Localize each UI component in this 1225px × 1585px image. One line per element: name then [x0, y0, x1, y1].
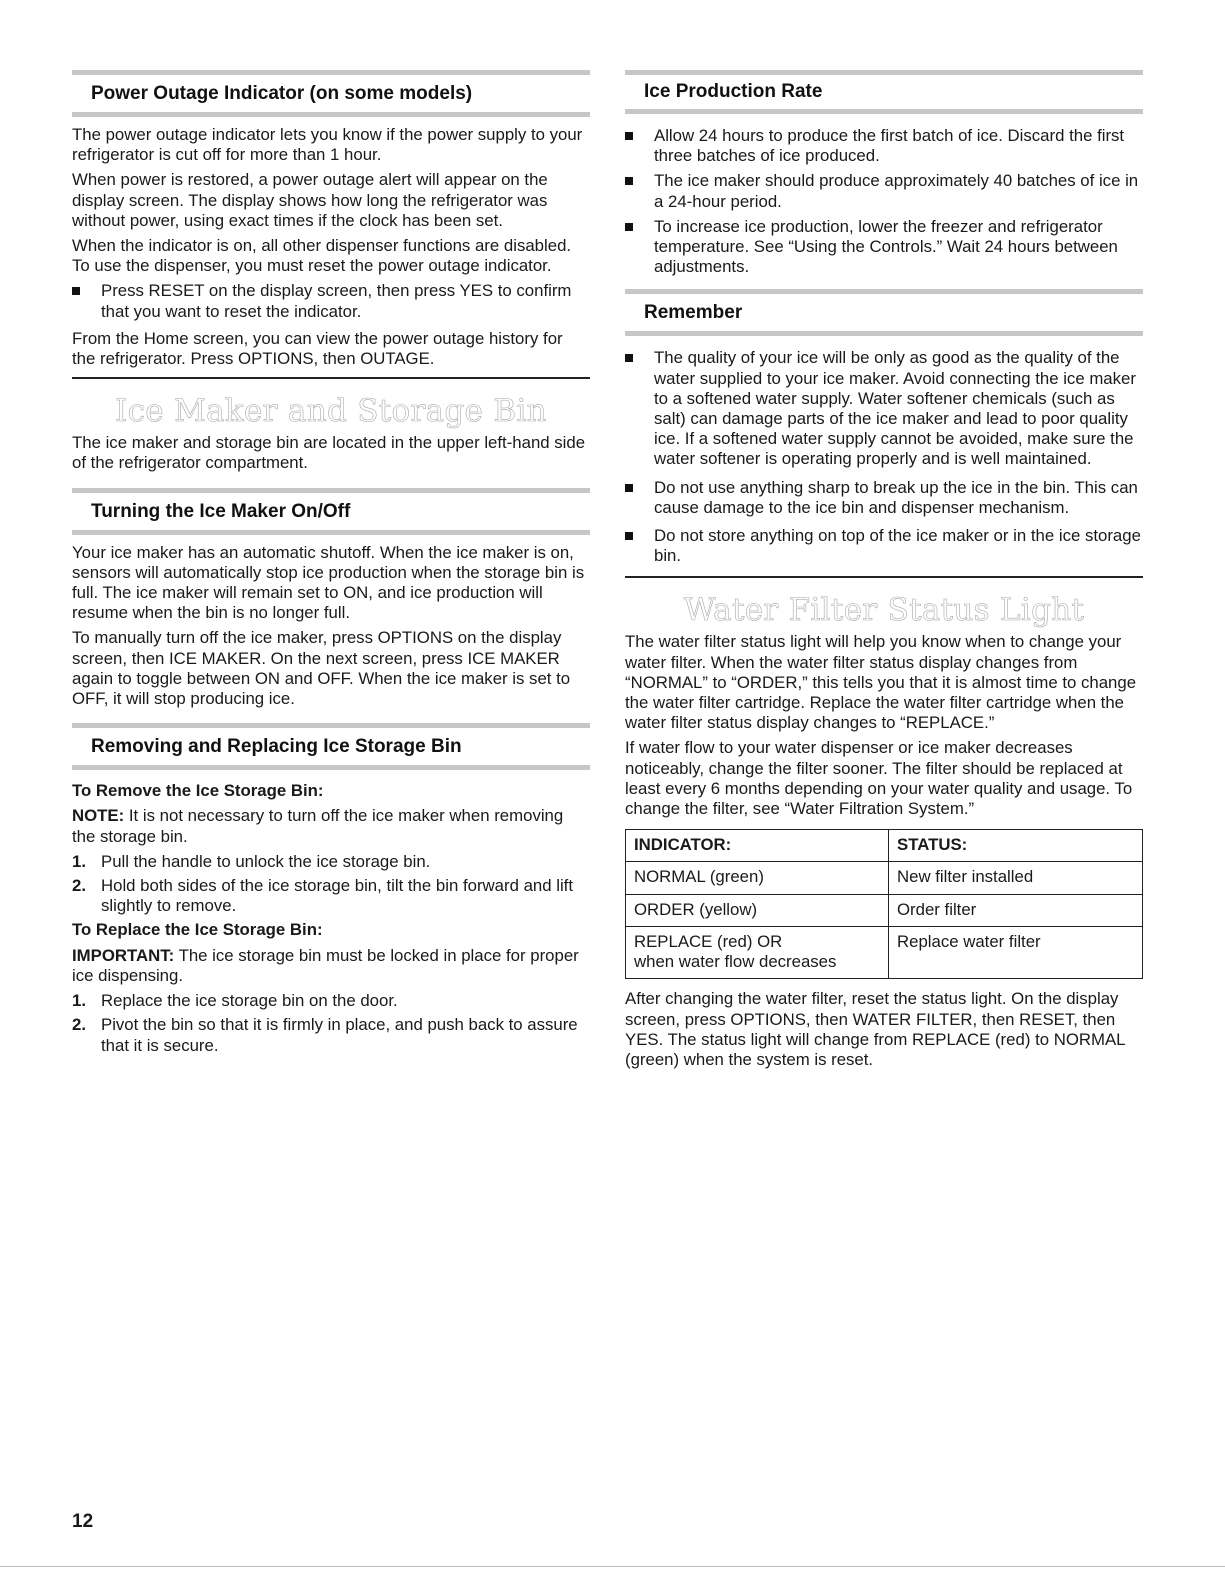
step-number: 2.: [72, 876, 86, 896]
table-row: [626, 894, 1143, 926]
list-item-text: The quality of your ice will be only as good as the quality of the water supplied to your ice maker. Avoid connecting the ice maker to a softened water supply. Water softener chemicals (such as salt) can damage parts of the ice maker and lead to poor quality ice. If a softened water supply cannot be avoided, make sure the water softener is operating properly and is well maintained.: [654, 348, 1136, 469]
list-item-text: Press RESET on the display screen, then press YES to confirm that you want to reset the indicator.: [101, 281, 572, 321]
square-bullet-icon: [625, 177, 633, 185]
step-text: Replace the ice storage bin on the door.: [101, 991, 398, 1011]
page-number: 12: [72, 1511, 94, 1532]
table-row: [626, 862, 1143, 894]
replace-bin-label: To Replace the Ice Storage Bin:: [72, 920, 323, 940]
list-item: [625, 526, 1143, 566]
right-column: [625, 70, 1143, 1075]
indicator-line: REPLACE (red) OR: [634, 931, 783, 951]
remember-list: [625, 348, 1143, 566]
list-item: [625, 217, 1143, 278]
replace-steps: [72, 991, 590, 1056]
important-text: The ice storage bin must be locked in place for proper ice dispensing.: [72, 945, 579, 985]
power-outage-p2: When power is restored, a power outage alert will appear on the display screen. The display shows how long the refrigerator was without power, using exact times if the clock has been set.: [72, 170, 548, 230]
indicator-cell: ORDER (yellow): [626, 894, 889, 926]
step-number: 1.: [72, 851, 86, 871]
important-paragraph: [72, 946, 590, 986]
list-item: [72, 876, 590, 916]
square-bullet-icon: [625, 223, 633, 231]
indicator-cell: [626, 926, 889, 978]
square-bullet-icon: [72, 287, 80, 295]
bottom-divider: [0, 1566, 1225, 1567]
remember-heading: Remember: [625, 289, 1143, 336]
step-text: Pull the handle to unlock the ice storage bin.: [101, 851, 431, 871]
list-item-text: Do not store anything on top of the ice maker or in the ice storage bin.: [654, 526, 1141, 566]
water-filter-p3: After changing the water filter, reset the status light. On the display screen, press OPTIONS, then WATER FILTER, then RESET, then YES. The status light will change from REPLACE (red) to NORMAL (green) when the system is reset.: [625, 989, 1125, 1069]
note-text: It is not necessary to turn off the ice maker when removing the storage bin.: [72, 806, 564, 846]
ice-maker-intro: The ice maker and storage bin are located in the upper left-hand side of the refrigerator compartment.: [72, 433, 586, 473]
status-cell: Replace water filter: [889, 926, 1143, 978]
step-number: 1.: [72, 991, 86, 1011]
ice-rate-heading: Ice Production Rate: [625, 70, 1143, 114]
remove-bin-label: To Remove the Ice Storage Bin:: [72, 781, 324, 801]
status-cell: New filter installed: [889, 862, 1143, 894]
removing-heading: Removing and Replacing Ice Storage Bin: [72, 723, 590, 770]
list-item: [625, 171, 1143, 211]
list-item: [72, 852, 590, 872]
list-item: [625, 348, 1143, 469]
list-item: [72, 281, 590, 321]
water-filter-p2: If water flow to your water dispenser or ice maker decreases noticeably, change the filter sooner. The filter should be replaced at least every 6 months depending on your water quality and usage. To change the filter, see “Water Filtration System.”: [625, 738, 1133, 819]
square-bullet-icon: [625, 532, 633, 540]
ice-maker-section-title: Ice Maker and Storage Bin: [72, 377, 590, 429]
list-item: [625, 126, 1143, 166]
list-item-text: Allow 24 hours to produce the first batch of ice. Discard the first three batches of ice produced.: [654, 126, 1125, 166]
turning-heading: Turning the Ice Maker On/Off: [72, 488, 590, 535]
important-keyword: IMPORTANT:: [72, 945, 175, 965]
filter-status-table: [625, 829, 1143, 979]
column-header-indicator: INDICATOR:: [626, 830, 889, 862]
note-paragraph: [72, 806, 590, 846]
step-number: 2.: [72, 1015, 86, 1035]
square-bullet-icon: [625, 354, 633, 362]
list-item: [625, 478, 1143, 518]
square-bullet-icon: [625, 132, 633, 140]
table-row: [626, 926, 1143, 978]
power-outage-p3: When the indicator is on, all other dispenser functions are disabled. To use the dispenser, you must reset the power outage indicator.: [72, 236, 572, 276]
list-item: [72, 991, 590, 1011]
square-bullet-icon: [625, 484, 633, 492]
turning-p1: Your ice maker has an automatic shutoff. When the ice maker is on, sensors will automatically stop ice production when the storage bin is full. The ice maker will remain set to ON, and ice production will resume when the bin is no longer full.: [72, 542, 585, 623]
remove-steps: [72, 852, 590, 917]
table-header-row: [626, 830, 1143, 862]
column-header-status: STATUS:: [889, 830, 1143, 862]
list-item: [72, 1015, 590, 1055]
turning-p2: To manually turn off the ice maker, press OPTIONS on the display screen, then ICE MAKER. On the next screen, press ICE MAKER again to toggle between ON and OFF. When the ice maker is set to OFF, it will stop producing ice.: [72, 628, 571, 709]
power-outage-p4: From the Home screen, you can view the power outage history for the refrigerator. Press OPTIONS, then OUTAGE.: [72, 328, 563, 369]
list-item-text: Do not use anything sharp to break up the ice in the bin. This can cause damage to the ice bin and dispenser mechanism.: [654, 477, 1138, 517]
list-item-text: The ice maker should produce approximately 40 batches of ice in a 24-hour period.: [654, 171, 1139, 211]
step-text: Hold both sides of the ice storage bin, tilt the bin forward and lift slightly to remove.: [101, 876, 574, 916]
power-outage-list: [72, 281, 590, 321]
left-column: [72, 70, 590, 1060]
indicator-line: when water flow decreases: [634, 952, 837, 972]
power-outage-p1: The power outage indicator lets you know if the power supply to your refrigerator is cut off for more than 1 hour.: [72, 125, 583, 165]
status-cell: Order filter: [889, 894, 1143, 926]
water-filter-section-title: Water Filter Status Light: [625, 576, 1143, 628]
indicator-cell: NORMAL (green): [626, 862, 889, 894]
power-outage-heading: Power Outage Indicator (on some models): [72, 70, 590, 117]
step-text: Pivot the bin so that it is firmly in place, and push back to assure that it is secure.: [101, 1015, 578, 1055]
water-filter-p1: The water filter status light will help you know when to change your water filter. When the water filter status display changes from “NORMAL” to “ORDER,” this tells you that it is almost time to change the water filter cartridge. Replace the water filter cartridge when the water filter status display changes to “REPLACE.”: [625, 632, 1137, 733]
ice-rate-list: [625, 126, 1143, 277]
note-keyword: NOTE:: [72, 806, 125, 826]
list-item-text: To increase ice production, lower the freezer and refrigerator temperature. See “Using the Controls.” Wait 24 hours between adjustments.: [654, 216, 1118, 277]
